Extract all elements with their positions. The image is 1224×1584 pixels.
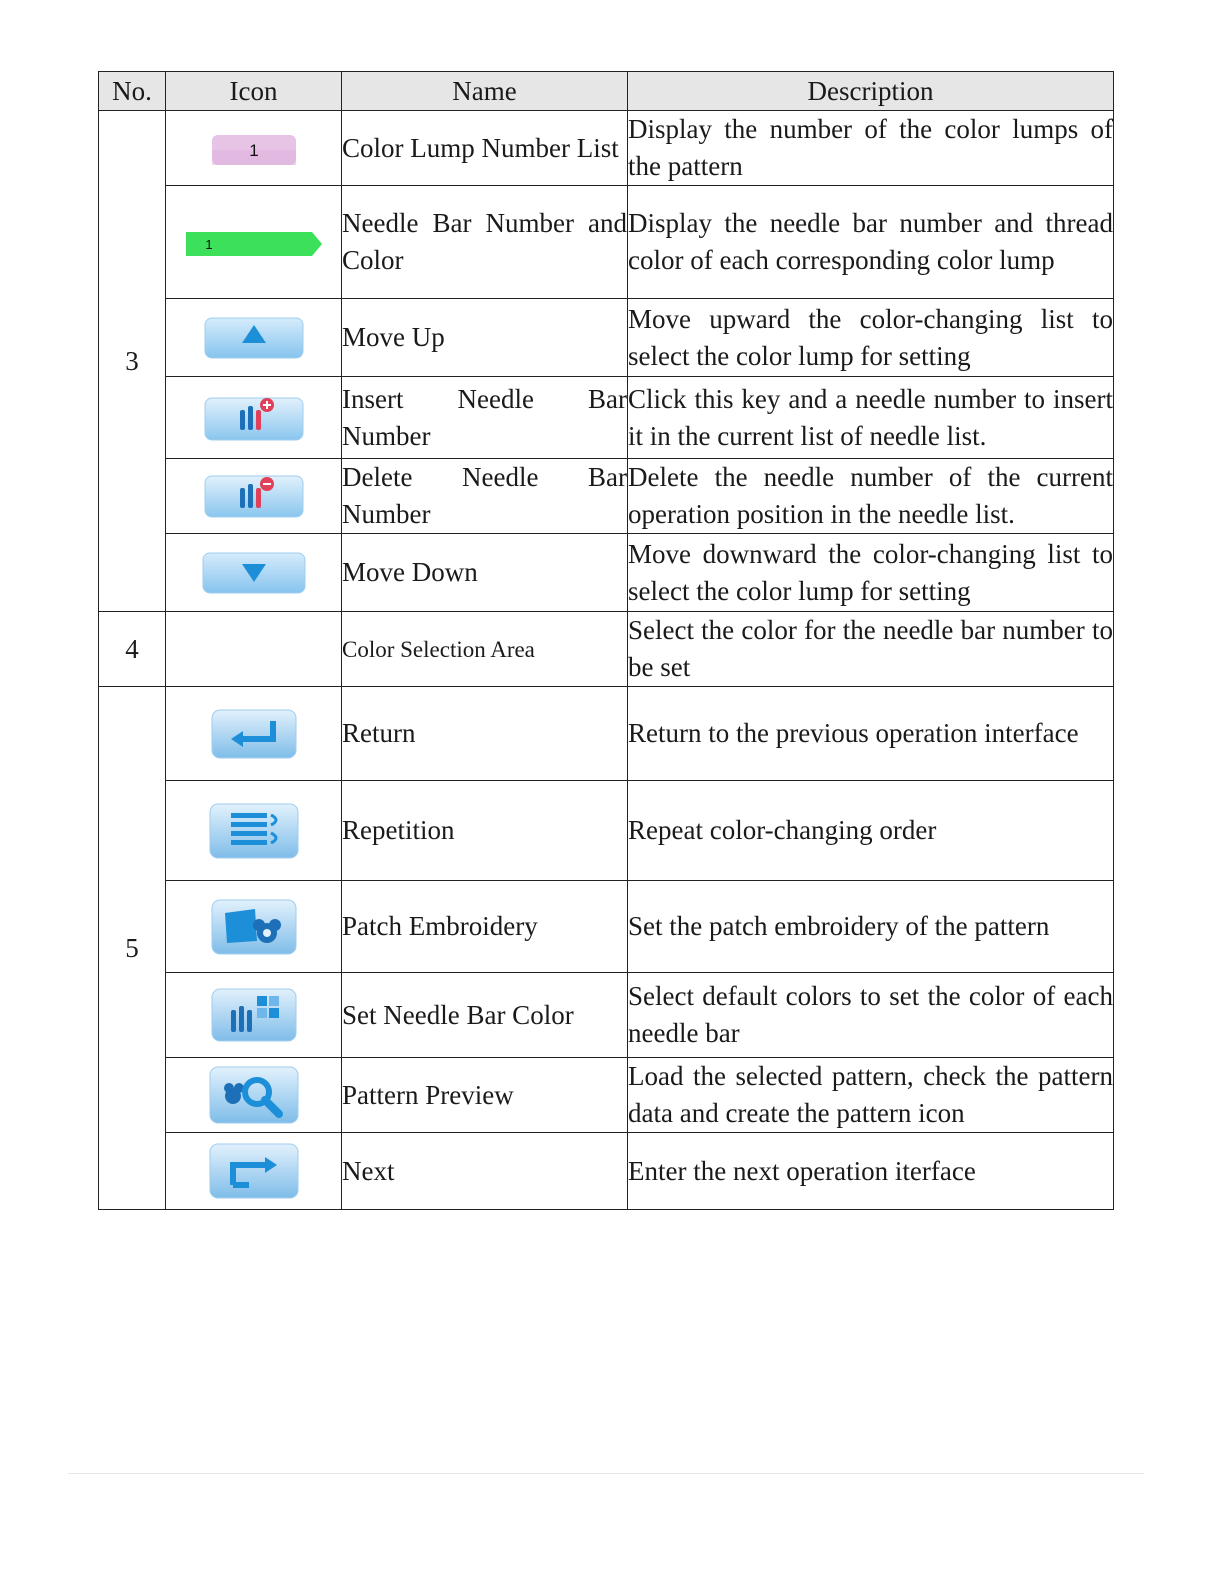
header-name: Name — [342, 72, 628, 111]
table-row — [99, 881, 1114, 973]
pattern-preview-icon — [209, 1066, 299, 1124]
row-name: Repetition — [342, 781, 628, 881]
table-row — [99, 377, 1114, 459]
row-description: Repeat color-changing order — [628, 781, 1114, 881]
delete-needle-icon — [204, 473, 304, 519]
table-row — [99, 1058, 1114, 1133]
row-description: Move upward the color-changing list to select the color lump for setting — [628, 299, 1114, 377]
row-name: Set Needle Bar Color — [342, 973, 628, 1058]
row-name: Next — [342, 1133, 628, 1210]
table-row — [99, 1133, 1114, 1210]
row-name: Patch Embroidery — [342, 881, 628, 973]
repetition-icon — [209, 803, 299, 859]
table-row — [99, 612, 1114, 687]
table-row — [99, 781, 1114, 881]
row-name: Delete Needle Bar Number — [342, 459, 628, 534]
row-description: Display the needle bar number and thread color of each corresponding color lump — [628, 186, 1114, 299]
move-up-icon — [204, 317, 304, 359]
table-row — [99, 534, 1114, 612]
set-needle-bar-color-icon — [211, 988, 297, 1042]
table-row — [99, 687, 1114, 781]
next-icon — [209, 1143, 299, 1199]
row-name: Move Up — [342, 299, 628, 377]
row-description: Move downward the color-changing list to select the color lump for setting — [628, 534, 1114, 612]
color-lump-badge-icon — [212, 135, 296, 165]
page-footer-divider — [68, 1473, 1144, 1474]
row-name: Needle Bar Number and Color — [342, 186, 628, 299]
table-row — [99, 459, 1114, 534]
needle-bar-color-icon — [186, 232, 322, 256]
table-row — [99, 186, 1114, 299]
row-name: Color Lump Number List — [342, 111, 628, 186]
row-description: Set the patch embroidery of the pattern — [628, 881, 1114, 973]
return-icon — [211, 709, 297, 759]
group-number: 5 — [99, 687, 166, 1210]
row-description: Click this key and a needle number to insert it in the current list of needle list. — [628, 377, 1114, 459]
row-description: Enter the next operation iterface — [628, 1133, 1114, 1210]
header-description: Description — [628, 72, 1114, 111]
row-description: Display the number of the color lumps of the pattern — [628, 111, 1114, 186]
color-lump-number: 1 — [248, 141, 259, 161]
row-name: Color Selection Area — [342, 612, 628, 687]
row-name: Move Down — [342, 534, 628, 612]
table-row — [99, 111, 1114, 186]
icon-reference-table — [98, 71, 1114, 1210]
table-row — [99, 299, 1114, 377]
row-description: Delete the needle number of the current operation position in the needle list. — [628, 459, 1114, 534]
header-no: No. — [99, 72, 166, 111]
row-description: Load the selected pattern, check the pattern data and create the pattern icon — [628, 1058, 1114, 1133]
move-down-icon — [202, 552, 306, 594]
row-name: Return — [342, 687, 628, 781]
insert-needle-icon — [204, 394, 304, 442]
row-description: Select default colors to set the color of each needle bar — [628, 973, 1114, 1058]
row-name: Insert Needle Bar Number — [342, 377, 628, 459]
header-icon: Icon — [166, 72, 342, 111]
row-description: Select the color for the needle bar number to be set — [628, 612, 1114, 687]
row-name: Pattern Preview — [342, 1058, 628, 1133]
needle-bar-number: 1 — [204, 237, 213, 253]
table-header-row — [99, 72, 1114, 111]
group-number: 3 — [99, 111, 166, 612]
patch-embroidery-icon — [211, 899, 297, 955]
table-row — [99, 973, 1114, 1058]
empty-icon-cell — [166, 612, 342, 687]
row-description: Return to the previous operation interface — [628, 687, 1114, 781]
group-number: 4 — [99, 612, 166, 687]
